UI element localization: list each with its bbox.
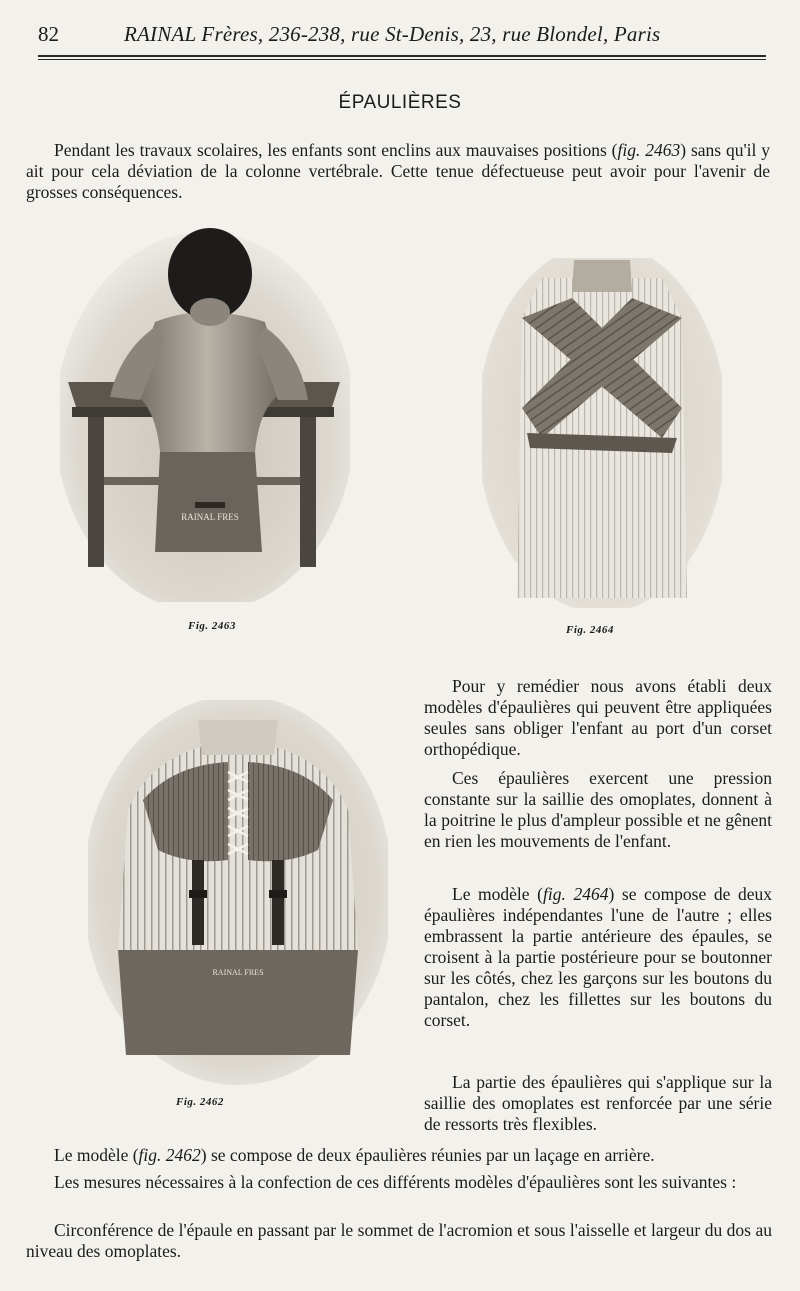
paragraph-model-2464: Le modèle (fig. 2464) se compose de deux épaulières indépendantes l'une de l'autre ; elles embrassent la partie antérieure des épaules, se croisent à la partie postérieure pour se boutonner sur les côtés, chez les garçons sur les boutons du pantalon, chez les fillettes sur les boutons du corset. [424, 884, 772, 1030]
page-header [38, 22, 768, 52]
paragraph-pressure: Ces épaulières exercent une pression constante sur la saillie des omoplates, donnent à la poitrine le plus d'ampleur possible et ne gênent en rien les mouvements de l'enfant. [424, 768, 772, 851]
intro-paragraph: Pendant les travaux scolaires, les enfants sont enclins aux mauvaises positions (fig. 2463) sans qu'il y ait pour cela déviation de la colonne vertébrale. Cette tenue défectueuse peut avoir pour l'avenir de grosses conséquences. [26, 140, 770, 202]
paragraph-measures: Les mesures nécessaires à la confection de ces différents modèles d'épaulières sont les suivantes : [54, 1172, 737, 1192]
paragraph-springs: La partie des épaulières qui s'applique sur la saillie des omoplates est renforcée par une série de ressorts très flexibles. [424, 1072, 772, 1134]
section-title: ÉPAULIÈRES [338, 92, 462, 113]
header-rule [38, 55, 766, 57]
figure-2463-boy-at-desk [60, 222, 350, 602]
page-number: 82 [38, 22, 59, 46]
paragraph-circumference: Circonférence de l'épaule en passant par le sommet de l'acromion et sous l'aisselle et largeur du dos au niveau des omoplates. [26, 1220, 772, 1261]
figure-2464-crossed-straps [482, 258, 722, 608]
figure-2462-laced-braces [88, 700, 388, 1085]
caption-fig-2464: Fig. 2464 [566, 624, 614, 636]
header-rule-thin [38, 59, 766, 60]
running-title: RAINAL Frères, 236-238, rue St-Denis, 23, rue Blondel, Paris [124, 22, 661, 46]
paragraph-remedy: Pour y remédier nous avons établi deux modèles d'épaulières qui peuvent être appliquées seules sans obliger l'enfant au port d'un corset orthopédique. [424, 676, 772, 759]
caption-fig-2463: Fig. 2463 [188, 620, 236, 632]
waistband-label: RAINAL FRES [181, 512, 239, 522]
waistband-label-2462: RAINAL FRES [212, 968, 264, 977]
fig-ref-2462: fig. 2462 [138, 1145, 201, 1165]
caption-fig-2462: Fig. 2462 [176, 1096, 224, 1108]
paragraph-model-2462: Le modèle (fig. 2462) se compose de deux épaulières réunies par un laçage en arrière. [54, 1145, 655, 1165]
fig-ref-2464: fig. 2464 [543, 884, 609, 904]
fig-ref-2463: fig. 2463 [617, 140, 681, 160]
